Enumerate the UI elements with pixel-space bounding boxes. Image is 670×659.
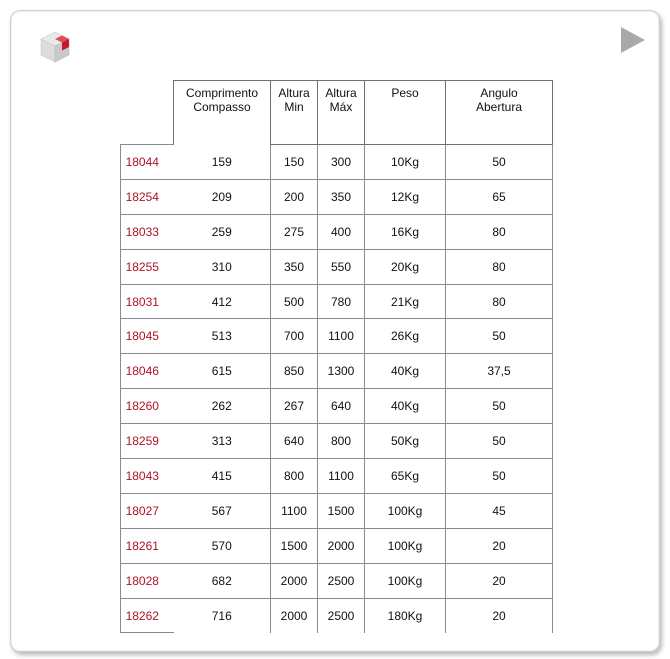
header-altura-min: Altura Min [271,81,318,145]
cell-peso: 180Kg [365,598,446,633]
product-code: 18028 [121,563,174,598]
cell-altura-min: 1100 [271,493,318,528]
cell-angulo: 45 [446,493,553,528]
table-row [121,528,553,563]
cell-angulo: 50 [446,319,553,354]
cell-comprimento: 412 [174,284,271,319]
cell-comprimento: 310 [174,249,271,284]
cell-altura-min: 850 [271,354,318,389]
header-comprimento: Comprimento Compasso [174,81,271,145]
cell-altura-max: 2000 [318,528,365,563]
table-row [121,563,553,598]
table-row [121,284,553,319]
cell-altura-min: 1500 [271,528,318,563]
product-code: 18045 [121,319,174,354]
table-row [121,424,553,459]
cell-angulo: 80 [446,214,553,249]
table-row [121,493,553,528]
product-code: 18262 [121,598,174,633]
cell-altura-max: 640 [318,389,365,424]
cell-peso: 16Kg [365,214,446,249]
cell-comprimento: 209 [174,179,271,214]
product-code: 18044 [121,145,174,180]
cell-peso: 65Kg [365,459,446,494]
cell-comprimento: 415 [174,459,271,494]
cell-comprimento: 682 [174,563,271,598]
cell-comprimento: 313 [174,424,271,459]
cell-angulo: 20 [446,598,553,633]
product-code: 18255 [121,249,174,284]
cell-altura-max: 2500 [318,563,365,598]
specifications-table [120,80,553,633]
cell-peso: 20Kg [365,249,446,284]
cell-altura-min: 700 [271,319,318,354]
cell-altura-max: 300 [318,145,365,180]
cell-altura-max: 550 [318,249,365,284]
cell-angulo: 20 [446,563,553,598]
product-code: 18260 [121,389,174,424]
cell-altura-min: 275 [271,214,318,249]
product-code: 18033 [121,214,174,249]
table-row [121,179,553,214]
cell-altura-max: 1500 [318,493,365,528]
cell-altura-max: 350 [318,179,365,214]
cell-angulo: 80 [446,284,553,319]
cell-peso: 10Kg [365,145,446,180]
header-peso: Peso [365,81,446,145]
cell-peso: 26Kg [365,319,446,354]
header-corner [121,81,174,145]
cell-altura-min: 640 [271,424,318,459]
cell-altura-min: 2000 [271,598,318,633]
header-altura-max: Altura Máx [318,81,365,145]
cell-comprimento: 262 [174,389,271,424]
cell-altura-min: 800 [271,459,318,494]
cell-altura-min: 350 [271,249,318,284]
cell-comprimento: 159 [174,145,271,180]
cell-peso: 12Kg [365,179,446,214]
cell-altura-min: 2000 [271,563,318,598]
cell-altura-min: 200 [271,179,318,214]
cell-comprimento: 615 [174,354,271,389]
cell-comprimento: 259 [174,214,271,249]
cell-peso: 21Kg [365,284,446,319]
cube-logo-icon [38,30,72,64]
cell-peso: 50Kg [365,424,446,459]
cell-angulo: 50 [446,145,553,180]
cell-altura-max: 800 [318,424,365,459]
table-row [121,319,553,354]
cell-altura-min: 500 [271,284,318,319]
play-arrow-icon[interactable] [619,25,647,55]
cell-angulo: 20 [446,528,553,563]
cell-altura-max: 780 [318,284,365,319]
cell-angulo: 80 [446,249,553,284]
product-code: 18043 [121,459,174,494]
cell-comprimento: 716 [211,608,232,623]
cell-altura-max: 1300 [318,354,365,389]
product-code: 18027 [121,493,174,528]
table-row [121,354,553,389]
cell-peso: 100Kg [365,563,446,598]
cell-altura-max: 400 [318,214,365,249]
table-row [121,145,553,180]
product-code: 18254 [121,179,174,214]
cell-angulo: 50 [446,459,553,494]
product-code: 18046 [121,354,174,389]
header-angulo: Angulo Abertura [446,81,553,145]
cell-angulo: 50 [446,424,553,459]
table-row [121,598,553,633]
cell-comprimento: 513 [174,319,271,354]
cell-angulo: 50 [446,389,553,424]
cell-angulo: 65 [446,179,553,214]
product-code: 18259 [121,424,174,459]
cell-comprimento: 570 [174,528,271,563]
table-header-row [121,81,553,145]
table-row [121,249,553,284]
cell-angulo: 37,5 [446,354,553,389]
product-code: 18261 [121,528,174,563]
cell-peso: 100Kg [365,493,446,528]
product-code: 18031 [121,284,174,319]
cell-altura-min: 150 [271,145,318,180]
cell-peso: 40Kg [365,354,446,389]
cell-altura-max: 1100 [318,459,365,494]
table-row [121,389,553,424]
cell-comprimento: 567 [174,493,271,528]
table-row [121,214,553,249]
cell-altura-max: 2500 [318,598,365,633]
cell-peso: 100Kg [365,528,446,563]
cell-altura-max: 1100 [318,319,365,354]
cell-altura-min: 267 [271,389,318,424]
table-row [121,459,553,494]
cell-peso: 40Kg [365,389,446,424]
